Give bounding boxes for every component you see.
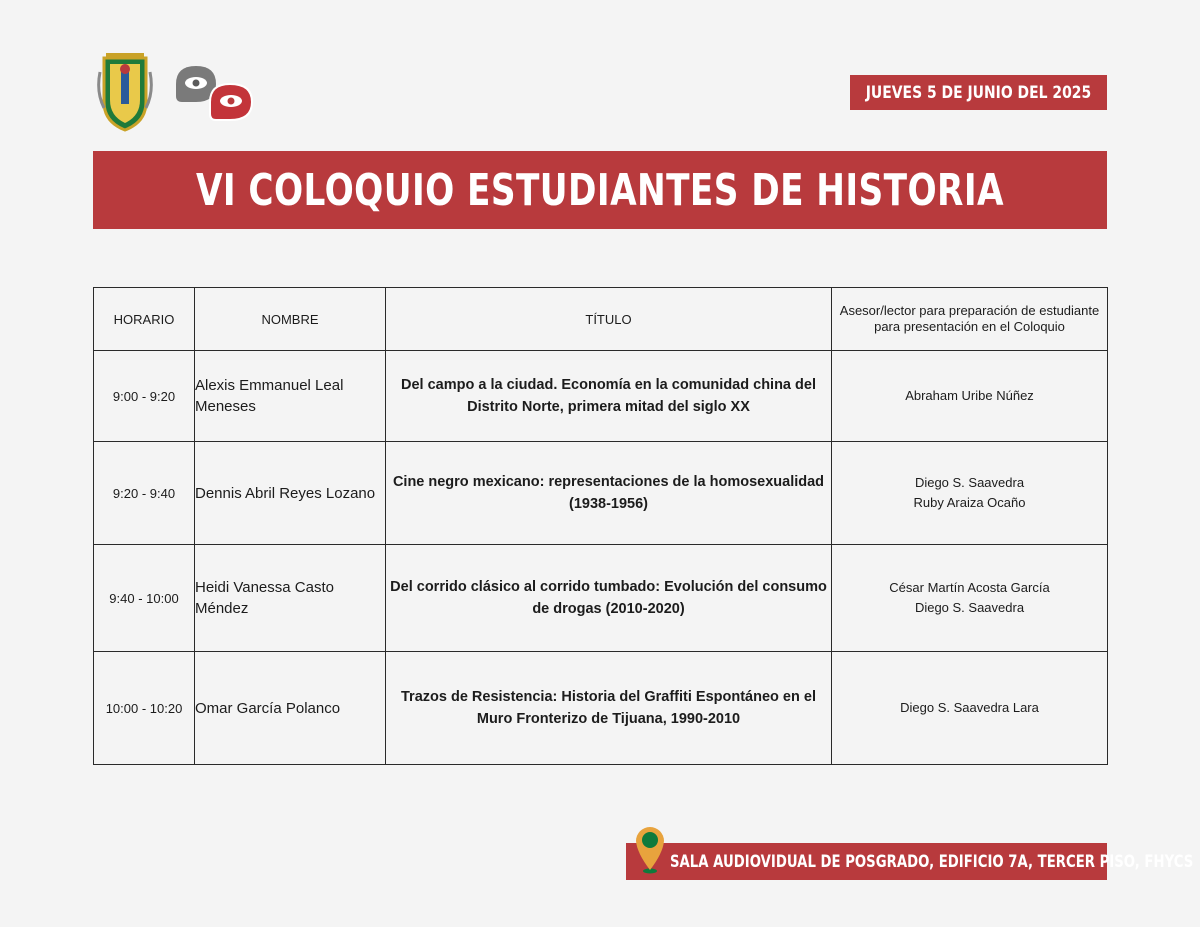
row-time: 9:40 - 10:00	[94, 545, 195, 652]
title-banner	[93, 151, 1107, 229]
table-row	[94, 442, 1108, 545]
row-advisors	[832, 652, 1108, 765]
table-header-row	[94, 288, 1108, 351]
location-text: SALA AUDIOVIDUAL DE POSGRADO, EDIFICIO 7A, TERCER PISO, FHYCS	[670, 851, 1194, 872]
table-row	[94, 351, 1108, 442]
advisor: Diego S. Saavedra	[914, 475, 1025, 490]
row-name: Dennis Abril Reyes Lozano	[195, 442, 386, 545]
table-row	[94, 545, 1108, 652]
row-time: 9:20 - 9:40	[94, 442, 195, 545]
advisor: César Martín Acosta García	[889, 580, 1050, 595]
schedule-table	[93, 287, 1108, 765]
advisor: Diego S. Saavedra	[914, 600, 1025, 615]
advisor: Abraham Uribe Núñez	[905, 388, 1034, 403]
location-banner	[626, 843, 1194, 880]
row-title: Del campo a la ciudad. Economía en la comunidad china del Distrito Norte, primera mitad del siglo XX	[386, 351, 832, 442]
column-header-advisor: Asesor/lector para preparación de estudiante para presentación en el Coloquio	[832, 288, 1108, 351]
row-name: Heidi Vanessa Casto Méndez	[195, 545, 386, 652]
row-name: Omar García Polanco	[195, 652, 386, 765]
advisor: Ruby Araiza Ocaño	[913, 495, 1026, 510]
row-title: Cine negro mexicano: representaciones de la homosexualidad (1938-1956)	[386, 442, 832, 545]
university-crest-logo	[96, 52, 154, 132]
row-name: Alexis Emmanuel Leal Meneses	[195, 351, 386, 442]
event-title: VI COLOQUIO ESTUDIANTES DE HISTORIA	[196, 164, 1005, 216]
event-date: JUEVES 5 DE JUNIO DEL 2025	[865, 82, 1092, 103]
location-pin-icon	[633, 823, 667, 875]
department-eye-logo	[172, 62, 256, 126]
column-header-name: NOMBRE	[195, 288, 386, 351]
row-title: Del corrido clásico al corrido tumbado: Evolución del consumo de drogas (2010-2020)	[386, 545, 832, 652]
advisor: Diego S. Saavedra Lara	[900, 700, 1039, 715]
row-advisors	[832, 442, 1108, 545]
row-advisors	[832, 545, 1108, 652]
row-time: 9:00 - 9:20	[94, 351, 195, 442]
column-header-title: TÍTULO	[386, 288, 832, 351]
row-advisors	[832, 351, 1108, 442]
column-header-time: HORARIO	[94, 288, 195, 351]
row-title: Trazos de Resistencia: Historia del Graffiti Espontáneo en el Muro Fronterizo de Tijuana, 1990-2010	[386, 652, 832, 765]
row-time: 10:00 - 10:20	[94, 652, 195, 765]
date-banner	[850, 75, 1107, 110]
table-row	[94, 652, 1108, 765]
